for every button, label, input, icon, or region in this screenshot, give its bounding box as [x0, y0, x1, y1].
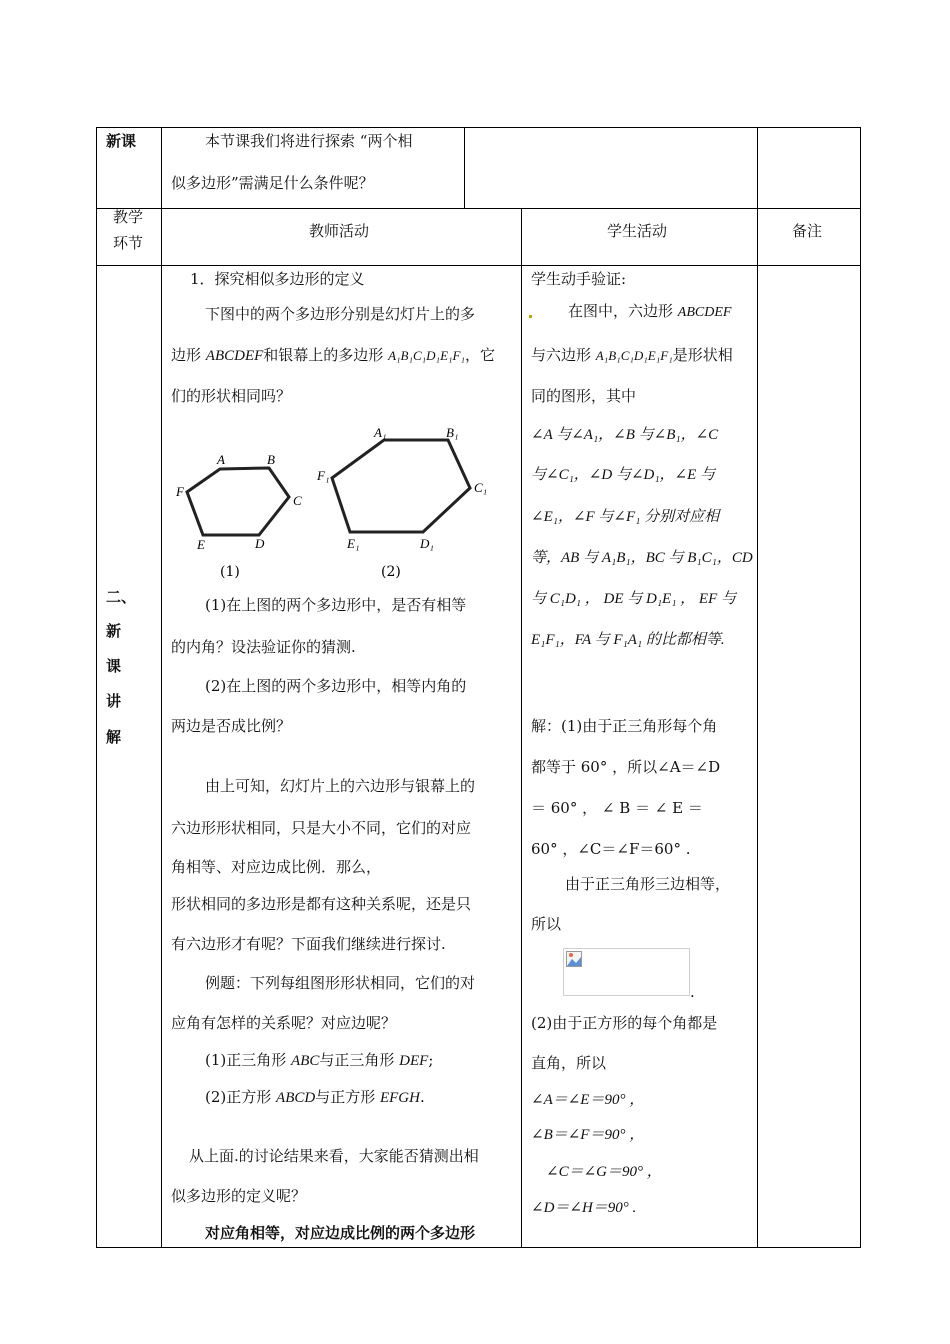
vertex-label-b: B — [267, 452, 275, 467]
missing-image-placeholder — [563, 948, 690, 996]
col-header-student: 学生活动 — [607, 222, 668, 240]
table-border-right — [860, 127, 861, 1248]
student-solution-6: 所以 — [531, 915, 562, 933]
col-header-stage-2: 环节 — [113, 234, 144, 252]
text-run: (2)正方形 — [205, 1088, 277, 1106]
teacher-p2-line3: 角相等、对应边成比例．那么， — [171, 858, 382, 876]
hexagon-a1b1c1d1e1f1 — [332, 440, 470, 532]
vertex-label-e: E — [197, 537, 205, 552]
section-char-xin: 新 — [106, 622, 122, 640]
hexagon-abcdef — [187, 468, 289, 535]
student-square-1: (2)由于正方形的每个角都是 — [531, 1014, 718, 1032]
col-header-notes: 备注 — [792, 222, 823, 240]
student-square-5: ∠C＝∠G＝90° ， — [546, 1164, 662, 1180]
student-solution-2: 都等于 60° ，所以∠A＝∠D — [531, 758, 721, 776]
figure-caption-2: (2) — [381, 564, 401, 580]
teacher-p2-line1: 由上可知，幻灯片上的六边形与银幕上的 — [205, 777, 476, 795]
teacher-p2-line2: 六边形形状相同，只是大小不同，它们的对应 — [171, 819, 472, 837]
math-run: ABCD — [276, 1090, 316, 1106]
intro-line-2: 似多边形”需满足什么条件呢？ — [171, 174, 374, 192]
teacher-example-line2: 应角有怎样的关系呢？对应边呢？ — [171, 1014, 397, 1032]
math-run: EFGH — [379, 1090, 420, 1106]
teacher-p2-line4: 形状相同的多边形是都有这种关系呢，还是只 — [171, 895, 472, 913]
figure-caption-1: (1) — [220, 564, 240, 580]
vertex-label-f1: F₁ — [317, 468, 330, 483]
student-line-7: ∠E₁，∠F 与∠F₁ 分别对应相 — [531, 509, 720, 525]
student-line-2 — [568, 301, 731, 323]
vertex-label-d: D — [255, 536, 265, 551]
text-run: (1)正三角形 — [205, 1051, 292, 1069]
student-line-9: 与 C₁D₁ ， DE 与 D₁E₁ ， EF 与 — [531, 591, 737, 607]
student-line-10: E₁F₁，FA 与 F₁A₁ 的比都相等. — [531, 632, 725, 648]
teacher-q2-line1: (2)在上图的两个多边形中，相等内角的 — [205, 677, 467, 695]
teacher-p2-line5: 有六边形才有呢？下面我们继续进行探讨. — [171, 935, 446, 953]
vertex-label-a1: A₁ — [374, 425, 387, 440]
teacher-p1-line3: 们的形状相同吗？ — [171, 387, 292, 405]
vertex-label-b1: B₁ — [446, 425, 459, 440]
col-header-stage-1: 教学 — [113, 208, 144, 226]
broken-image-icon — [566, 951, 582, 967]
table-border-top — [96, 127, 861, 128]
row-divider-2 — [96, 265, 861, 266]
col-header-teacher: 教师活动 — [309, 222, 370, 240]
section-char-ke: 课 — [106, 657, 122, 675]
hexagon-figures — [165, 420, 510, 590]
text-run: 和银幕上的多边形 — [263, 346, 389, 364]
math-run: A₁B₁C₁D₁E₁F₁ — [595, 348, 673, 363]
teacher-p3-line2: 似多边形的定义呢？ — [171, 1187, 307, 1205]
section-label-2: 二、 — [106, 588, 137, 606]
student-solution-1: 解：(1)由于正三角形每个角 — [531, 717, 718, 735]
text-run: 在图中，六边形 — [568, 302, 678, 320]
row-divider-1 — [96, 208, 861, 209]
teacher-q1-line1: (1)在上图的两个多边形中，是否有相等 — [205, 596, 467, 614]
student-square-2: 直角，所以 — [531, 1054, 607, 1072]
vertex-label-c1: C₁ — [474, 480, 488, 495]
teacher-p1-line1: 下图中的两个多边形分别是幻灯片上的多 — [205, 305, 476, 323]
table-border-bottom — [96, 1247, 861, 1248]
bullet-dot — [529, 315, 532, 318]
col-divider-2 — [521, 208, 522, 1248]
student-line-8: 等，AB 与 A₁B₁，BC 与 B₁C₁，CD — [531, 550, 753, 566]
text-run: 与正方形 — [315, 1088, 380, 1106]
text-run: 与正三角形 — [319, 1051, 400, 1069]
student-line-4: 同的图形，其中 — [531, 387, 637, 405]
student-verify-heading: 学生动手验证: — [531, 270, 627, 288]
teacher-p3-line1: 从上面.的讨论结果来看，大家能否猜测出相 — [189, 1147, 479, 1165]
teacher-definition-line1: 对应角相等，对应边成比例的两个多边形 — [205, 1224, 476, 1242]
teacher-example-line1: 例题：下列每组图形形状相同，它们的对 — [205, 974, 476, 992]
col-divider-1 — [161, 127, 162, 1248]
student-line-6: 与∠C₁，∠D 与∠D₁，∠E 与 — [531, 467, 716, 483]
student-square-3: ∠A＝∠E＝90° ， — [531, 1092, 645, 1108]
student-square-4: ∠B＝∠F＝90° ， — [531, 1127, 645, 1143]
text-run: . — [419, 1088, 425, 1106]
teacher-example-2 — [205, 1087, 425, 1108]
math-run: A₁B₁C₁D₁E₁F₁ — [388, 348, 466, 363]
teacher-heading: 1．探究相似多边形的定义 — [190, 270, 365, 288]
math-run: DEF — [399, 1053, 429, 1069]
student-line-5: ∠A 与∠A₁，∠B 与∠B₁，∠C — [531, 427, 719, 443]
student-solution-3: ＝ 60° ， ∠ B ＝ ∠ E ＝ — [531, 799, 703, 817]
table-border-left — [96, 127, 97, 1248]
row-label-new-lesson: 新课 — [106, 132, 137, 150]
text-run: 与六边形 — [531, 346, 596, 364]
math-run: ABC — [291, 1053, 320, 1069]
vertex-label-d1: D₁ — [420, 536, 434, 551]
math-run: ABCDEF — [205, 348, 264, 364]
col-divider-header-mid — [464, 127, 465, 209]
student-square-6: ∠D＝∠H＝90° . — [531, 1200, 637, 1216]
student-line-3 — [531, 345, 733, 366]
text-run: 是形状相 — [672, 346, 733, 364]
intro-line-1: 本节课我们将进行探索 “两个相 — [205, 132, 413, 150]
student-solution-period: . — [690, 983, 695, 1001]
text-run: ，它 — [465, 346, 496, 364]
text-run: ; — [428, 1051, 434, 1069]
section-char-jie: 解 — [106, 728, 122, 746]
student-solution-5: 由于正三角形三边相等， — [565, 875, 731, 893]
teacher-p1-line2 — [171, 345, 495, 366]
section-char-jiang: 讲 — [106, 692, 122, 710]
teacher-example-1 — [205, 1050, 433, 1071]
math-run: ABCDEF — [677, 305, 732, 320]
vertex-label-e1: E₁ — [347, 536, 360, 551]
student-solution-4: 60° ，∠C＝∠F＝60° . — [531, 840, 691, 858]
teacher-q2-line2: 两边是否成比例？ — [171, 717, 292, 735]
vertex-label-f: F — [176, 484, 184, 499]
teacher-q1-line2: 的内角？设法验证你的猜测. — [171, 638, 356, 656]
col-divider-3 — [757, 127, 758, 1248]
vertex-label-a: A — [217, 452, 225, 467]
text-run: 边形 — [171, 346, 206, 364]
vertex-label-c: C — [293, 493, 302, 508]
